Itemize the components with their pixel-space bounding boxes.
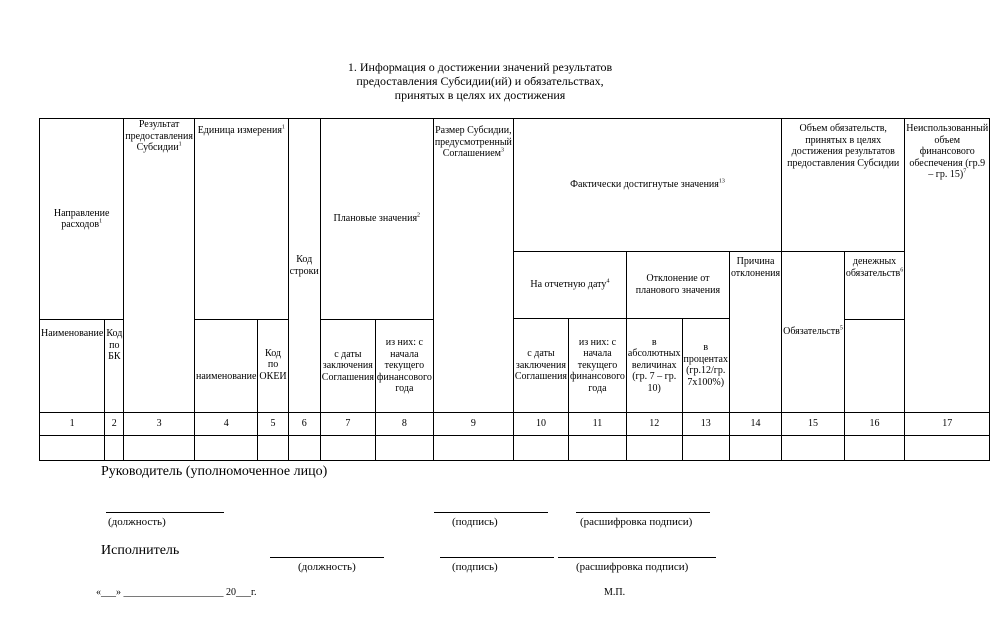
col-num: 1: [40, 413, 105, 436]
empty-cell: [320, 436, 375, 461]
column-numbers-row: [40, 413, 990, 436]
col-num: 8: [375, 413, 433, 436]
empty-cell: [258, 436, 288, 461]
stamp-label: М.П.: [604, 587, 626, 598]
header-unit-name: наименование: [194, 320, 257, 413]
empty-cell: [194, 436, 257, 461]
empty-cell: [682, 436, 729, 461]
empty-cell: [288, 436, 320, 461]
empty-cell: [375, 436, 433, 461]
header-subsidy-size: Размер Субсидии, предусмотренный Соглашением$^3$: [433, 119, 513, 413]
col-num: 17: [905, 413, 990, 436]
empty-data-row: [40, 436, 990, 461]
header-deviation: Отклонение от планового значения: [626, 252, 729, 319]
empty-cell: [844, 436, 904, 461]
col-num: 9: [433, 413, 513, 436]
col-num: 6: [288, 413, 320, 436]
signature-line: [576, 512, 710, 513]
title-line-2: предоставления Субсидии(ий) и обязательствах,: [356, 74, 604, 88]
col-num: 7: [320, 413, 375, 436]
header-pct: в процентах (гр.12/гр. 7х100%): [682, 318, 729, 413]
signature-line: [440, 557, 554, 558]
header-planned: Плановые значения$^2$: [320, 119, 433, 320]
signature-line: [106, 512, 224, 513]
signature-caption: (подпись): [452, 561, 498, 573]
signature-line: [558, 557, 716, 558]
header-report-date: На отчетную дату$^4$: [513, 252, 626, 319]
col-num: 4: [194, 413, 257, 436]
col-num: 12: [626, 413, 682, 436]
title-line-3: принятых в целях их достижения: [394, 88, 566, 102]
empty-cell: [569, 436, 627, 461]
signature-line: [270, 557, 384, 558]
head-label: Руководитель (уполномоченное лицо): [101, 464, 328, 479]
header-name: Наименование: [40, 320, 105, 413]
empty-cell: [40, 436, 105, 461]
header-actual-current: из них: с начала текущего финансового года: [569, 318, 627, 413]
col-num: 10: [513, 413, 568, 436]
header-planned-date: с даты заключения Соглашения: [320, 320, 375, 413]
empty-cell: [513, 436, 568, 461]
header-row-code: Код строки: [288, 119, 320, 413]
col-num: 15: [782, 413, 845, 436]
header-planned-current: из них: с начала текущего финансового года: [375, 320, 433, 413]
header-reason: Причина отклонения: [729, 252, 781, 413]
col-num: 11: [569, 413, 627, 436]
header-unit: Единица измерения$^1$: [194, 119, 288, 320]
col-num: 3: [124, 413, 195, 436]
col-num: 2: [105, 413, 124, 436]
empty-cell: [905, 436, 990, 461]
position-caption: (должность): [298, 561, 356, 573]
empty-cell: [626, 436, 682, 461]
header-actual-date: с даты заключения Соглашения: [513, 318, 568, 413]
date-field: «___» ____________________ 20___г.: [96, 587, 257, 598]
report-table: [39, 118, 990, 461]
signature-line: [434, 512, 548, 513]
col-num: 13: [682, 413, 729, 436]
header-bk-code: Код по БК: [105, 320, 124, 413]
header-okei: Код по ОКЕИ: [258, 320, 288, 413]
empty-cell: [729, 436, 781, 461]
col-num: 5: [258, 413, 288, 436]
decode-caption: (расшифровка подписи): [576, 561, 689, 573]
header-direction: Направление расходов$^1$: [40, 119, 124, 320]
page-title: [300, 60, 660, 102]
empty-cell: [105, 436, 124, 461]
col-num: 16: [844, 413, 904, 436]
empty-cell: [124, 436, 195, 461]
position-caption: (должность): [108, 516, 166, 528]
header-unused: Неиспользованный объем финансового обеспечения (гр.9 – гр. 15)$^7$: [905, 119, 990, 413]
decode-caption: (расшифровка подписи): [580, 516, 693, 528]
header-abs: в абсолютных величинах (гр. 7 – гр. 10): [626, 318, 682, 413]
executor-label: Исполнитель: [101, 543, 180, 558]
title-line-1: 1. Информация о достижении значений результатов: [347, 60, 613, 74]
header-oblig: Обязательств$^5$: [782, 252, 845, 413]
empty-cell: [782, 436, 845, 461]
header-obligations: Объем обязательств, принятых в целях достижения результатов предоставления Субсидии: [782, 119, 905, 252]
empty-cell: [433, 436, 513, 461]
header-money: денежных обязательств$^6$: [844, 252, 904, 320]
header-result: Результат предоставления Субсидии$^1$: [124, 119, 195, 413]
header-actual: Фактически достигнутые значения$^{13}$: [513, 119, 781, 252]
signature-caption: (подпись): [452, 516, 498, 528]
col-num: 14: [729, 413, 781, 436]
